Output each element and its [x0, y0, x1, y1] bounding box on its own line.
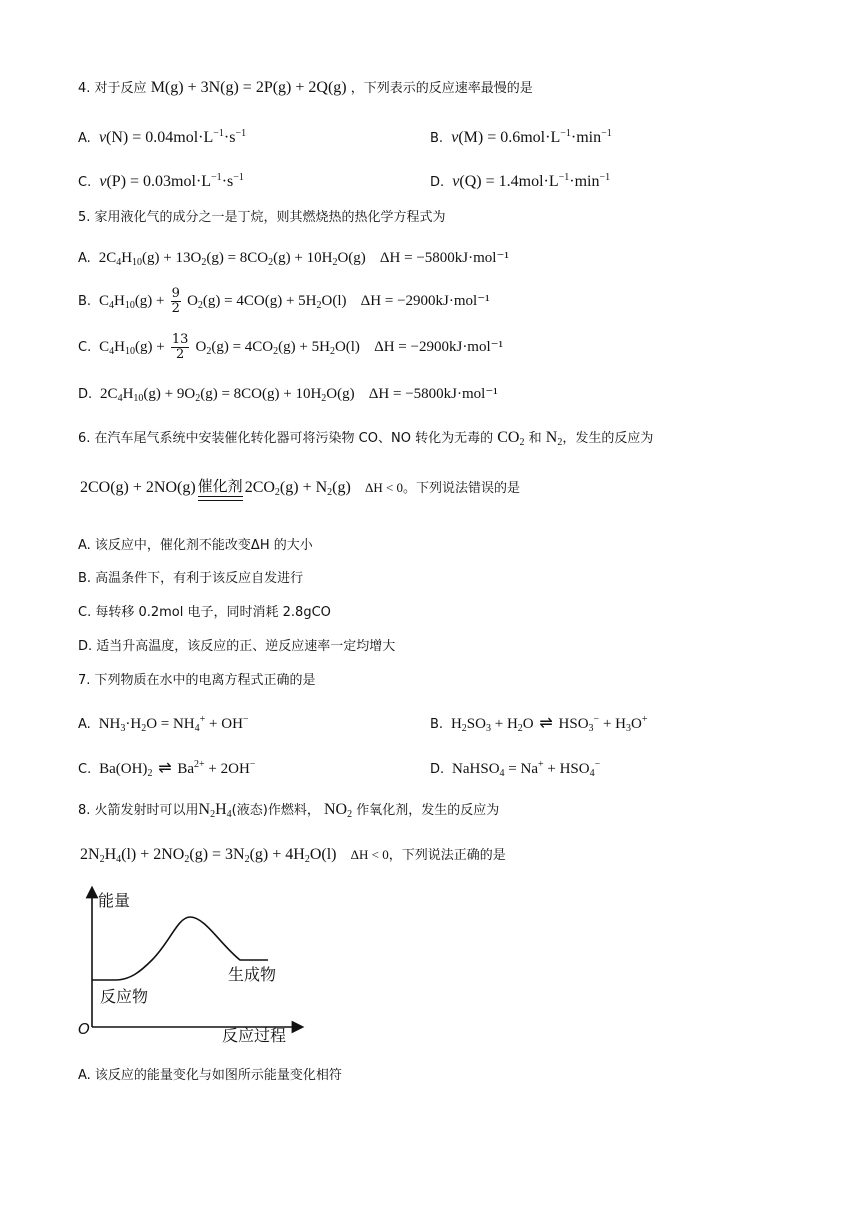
q4-stem: 4. 对于反应 M(g) + 3N(g) = 2P(g) + 2Q(g) ，下列表示的反应速率最慢的是	[78, 79, 533, 96]
q4-option-a: A. $v(N) = 0.04mol\cdot L^{-1}\cdot s^{-1}$	[78, 128, 247, 146]
q8-option-a: A. 该反应的能量变化与如图所示能量变化相符	[78, 1068, 342, 1083]
q6-option-a: A. 该反应中，催化剂不能改变ΔH 的大小	[78, 538, 313, 553]
q5-b-fraction: $\frac{9}{2}$	[171, 286, 180, 316]
q6-option-c: C. 每转移 0.2mol 电子，同时消耗 2.8gCO	[78, 605, 331, 620]
product-label: 生成物	[228, 965, 277, 984]
q4-option-b: B. $v(M) = 0.6mol\cdot L^{-1}\cdot\min^{-1}$	[430, 128, 612, 146]
q5-stem: 5. 家用液化气的成分之一是丁烷，则其燃烧热的热化学方程式为	[78, 210, 446, 225]
q5-option-d: D. $2C_4H_{10}(g) + 9O_2(g) = 8CO(g) + 10H_2O(g) \Delta H = -5800kJ\cdot mol^{-1}$	[78, 386, 498, 404]
energy-diagram	[70, 882, 310, 1047]
q4-option-c: C. $v(P) = 0.03mol\cdot L^{-1}\cdot s^{-1}$	[78, 172, 244, 190]
q8-stem: 8. 火箭发射时可以用$N_2H_4$(液态)作燃料， $NO_2$ 作氧化剂，发生的反应为	[78, 801, 500, 820]
q7-option-d: D. NaHSO$_4$ = $Na^+ + HSO_4^-$	[430, 759, 601, 779]
catalyst-equals-sign: 催化剂	[198, 477, 243, 501]
q6-option-d: D. 适当升高温度，该反应的正、逆反应速率一定均增大	[78, 639, 396, 654]
q5-option-b: B. $C_4H_{10}(g)$ + $\frac{9}{2}$ $O_2(g) = 4CO(g) + 5H_2O(l) \Delta H = -2900kJ\cdot mol^{-1}$	[78, 286, 490, 316]
q4-option-d: D. $v(Q) = 1.4mol\cdot L^{-1}\cdot\min^{-1}$	[430, 172, 611, 190]
q7-option-c: C. $Ba(OH)_2$ ⇌ $Ba^{2+} + 2OH^-$	[78, 759, 256, 779]
q6-stem: 6. 在汽车尾气系统中安装催化转化器可将污染物 CO、NO 转化为无毒的 $CO_2$ 和 $N_2$，发生的反应为	[78, 429, 654, 448]
q5-option-a: A. $2C_4H_{10}(g) + 13O_2(g) = 8CO_2(g) + 10H_2O(g) \Delta H = -5800kJ\cdot mol^{-1}$	[78, 250, 509, 268]
x-axis-label: 反应过程	[222, 1026, 287, 1045]
origin-label: O	[78, 1020, 90, 1038]
q5-option-c: C. $C_4H_{10}(g)$ + $\frac{13}{2}$ $O_2(g) = 4CO_2(g) + 5H_2O(l) \Delta H = -2900kJ\cdot mol^{-1}$	[78, 332, 504, 362]
q7-option-a: A. $NH_3\cdot H_2O = NH_4^+ + OH^-$	[78, 714, 249, 734]
q7-stem: 7. 下列物质在水中的电离方程式正确的是	[78, 673, 316, 688]
q8-equation: $2N_2H_4(l) + 2NO_2(g) = 3N_2(g) + 4H_2O(l) \Delta H < 0$，下列说法正确的是	[80, 846, 506, 865]
q6-equation: 2CO(g) + 2NO(g) 催化剂 $2CO_2(g) + N_2(g) \Delta H < 0$。下列说法错误的是	[80, 468, 520, 513]
q7-option-b: B. $H_2SO_3 + H_2O$ ⇌ $HSO_3^- + H_3O^+$	[430, 714, 648, 734]
q6-option-b: B. 高温条件下，有利于该反应自发进行	[78, 571, 304, 586]
q5-c-fraction: $\frac{13}{2}$	[171, 332, 189, 362]
q4-equation: M(g) + 3N(g) = 2P(g) + 2Q(g)	[150, 79, 347, 96]
reactant-label: 反应物	[100, 987, 149, 1006]
y-axis-label: 能量	[98, 891, 131, 910]
